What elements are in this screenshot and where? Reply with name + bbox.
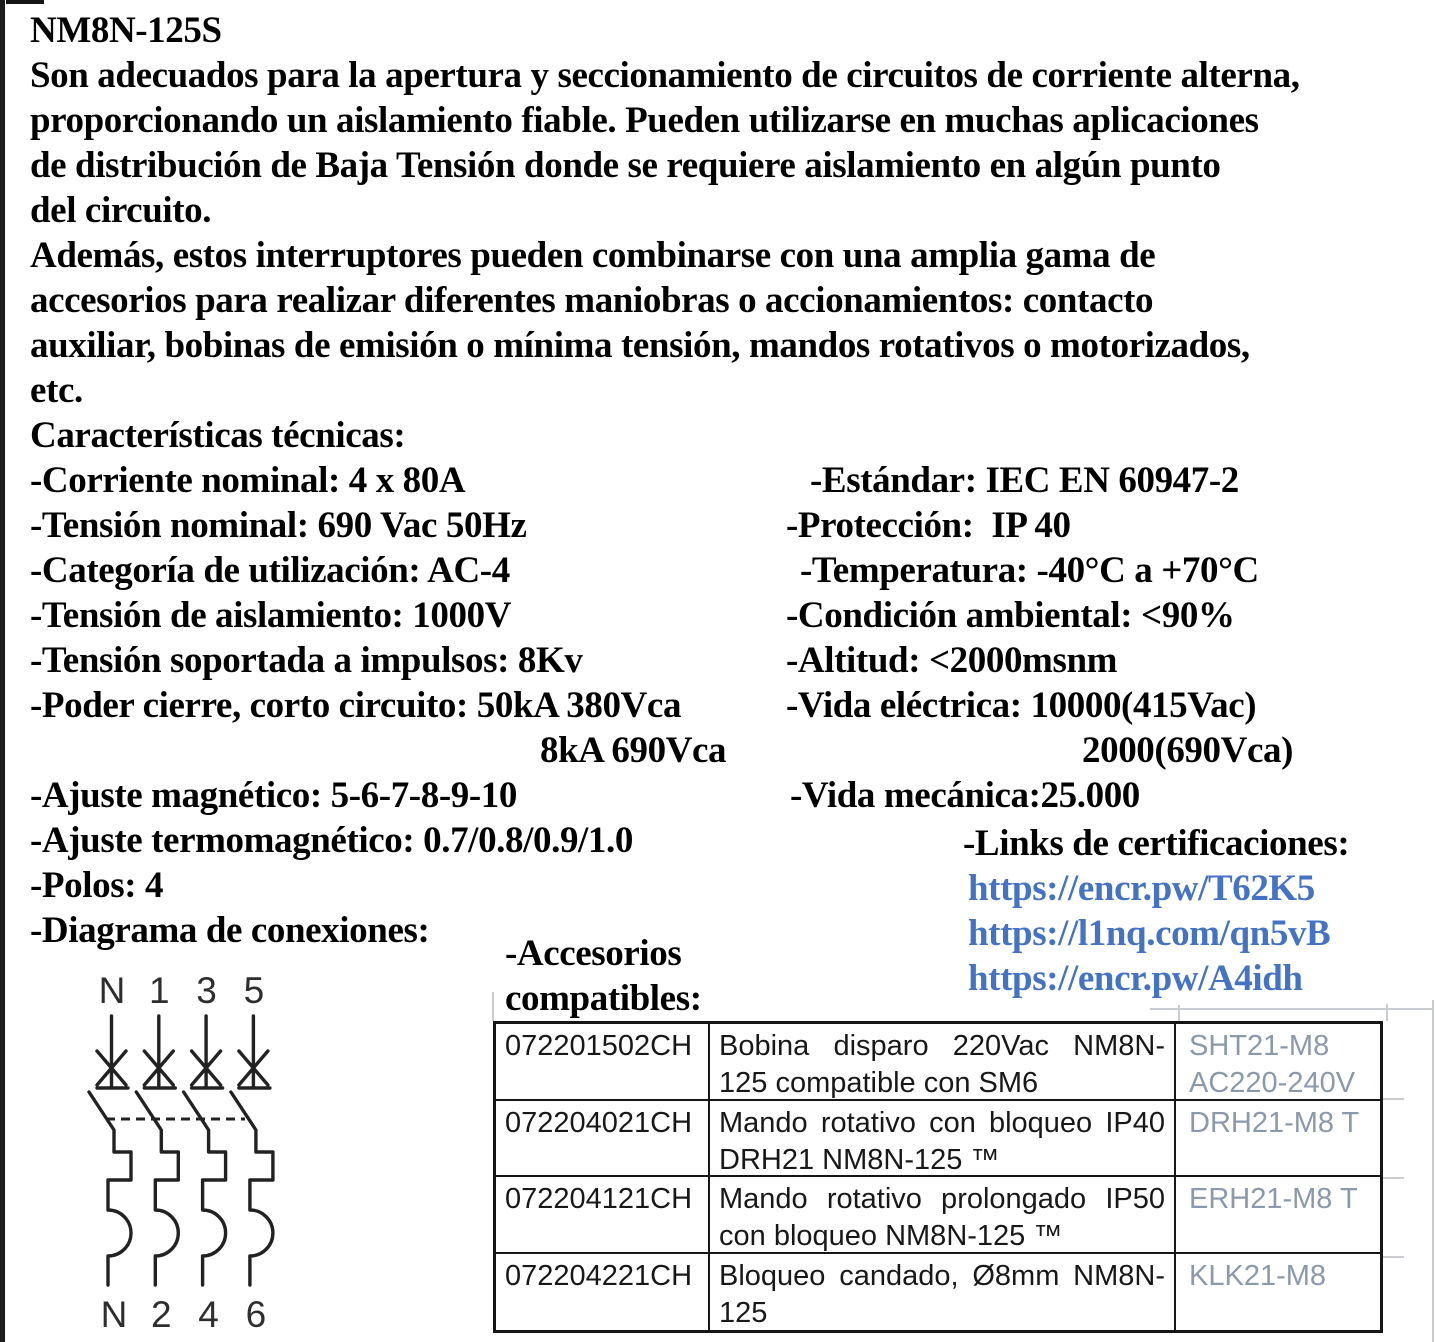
gridline <box>1383 1098 1404 1100</box>
section-heading: Características técnicas: <box>30 415 406 456</box>
terminal-label: 2 <box>151 1294 172 1335</box>
gridline <box>1383 1256 1404 1258</box>
accessory-reference-line1: ERH21-M8 T <box>1189 1183 1358 1215</box>
spec-right-line: -Vida eléctrica: 10000(415Vac) <box>786 685 1257 726</box>
accessory-reference-line1: KLK21-M8 <box>1189 1259 1327 1292</box>
accessory-reference-cell <box>1176 1024 1380 1101</box>
accessory-description-line2: 125 compatible con SM6 <box>719 1067 1039 1099</box>
certification-link[interactable]: https://encr.pw/A4idh <box>968 958 1303 999</box>
accessory-code: 072201502CH <box>505 1030 693 1062</box>
spec-right-line: -Estándar: IEC EN 60947-2 <box>810 460 1239 501</box>
accessories-table <box>493 1021 1383 1333</box>
intro-line: accesorios para realizar diferentes maniobras o accionamientos: contacto <box>30 280 1154 321</box>
accessory-description-cell <box>710 1177 1176 1254</box>
page-title: NM8N-125S <box>30 10 222 51</box>
accessory-description-line2: con bloqueo NM8N-125 ™ <box>719 1220 1063 1252</box>
spec-left-line: -Diagrama de conexiones: <box>30 910 430 951</box>
breaker-pole-symbol <box>136 1016 178 1285</box>
terminal-label: 6 <box>245 1294 267 1335</box>
spec-left-line: -Ajuste magnético: 5-6-7-8-9-10 <box>30 775 517 816</box>
terminal-label: 1 <box>149 970 170 1011</box>
accessory-reference-line2: AC220-240V <box>1189 1067 1356 1099</box>
spec-left-line: -Corriente nominal: 4 x 80A <box>30 460 466 501</box>
intro-line: proporcionando un aislamiento fiable. Pueden utilizarse en muchas aplicaciones <box>30 100 1259 141</box>
intro-line: Además, estos interruptores pueden combinarse con una amplia gama de <box>30 235 1156 276</box>
spec-right-line: -Protección: IP 40 <box>786 505 1071 546</box>
gridline <box>1432 1000 1434 1342</box>
accessory-description-cell <box>710 1024 1176 1101</box>
terminal-label: 4 <box>198 1294 219 1335</box>
accessory-description-cell <box>710 1101 1176 1178</box>
accessory-code: 072204221CH <box>505 1259 693 1292</box>
accessory-code: 072204121CH <box>505 1183 693 1215</box>
accessory-description-line1: Bloqueo candado, Ø8mm NM8N- <box>719 1259 1165 1292</box>
accessory-reference-cell <box>1176 1254 1380 1331</box>
intro-line: etc. <box>30 370 83 411</box>
accessories-heading-line1: -Accesorios <box>505 933 682 974</box>
breaker-pole-symbol <box>184 1016 226 1285</box>
accessory-description-line1: Mando rotativo prolongado IP50 <box>719 1183 1165 1215</box>
certification-link[interactable]: https://l1nq.com/qn5vB <box>968 913 1331 954</box>
breaker-pole-symbol <box>231 1016 273 1285</box>
accessory-description-line2: DRH21 NM8N-125 ™ <box>719 1143 1000 1176</box>
accessory-description-line1: Mando rotativo con bloqueo IP40 <box>719 1106 1165 1139</box>
breaker-pole-symbol <box>89 1016 131 1285</box>
spec-left-line: -Polos: 4 <box>30 865 164 906</box>
gridline <box>1150 1008 1433 1010</box>
accessory-code: 072204021CH <box>505 1106 693 1139</box>
spec-right-line: -Altitud: <2000msnm <box>786 640 1118 681</box>
spec-right-line: 2000(690Vca) <box>1082 730 1293 771</box>
spec-right-line: -Condición ambiental: <90% <box>786 595 1235 636</box>
certification-link[interactable]: https://encr.pw/T62K5 <box>968 868 1315 909</box>
scan-edge-artifact-top <box>6 0 44 4</box>
spec-left-line: -Ajuste termomagnético: 0.7/0.8/0.9/1.0 <box>30 820 633 861</box>
accessories-heading-line2: compatibles: <box>505 978 702 1019</box>
intro-line: auxiliar, bobinas de emisión o mínima tensión, mandos rotativos o motorizados, <box>30 325 1250 366</box>
intro-line: Son adecuados para la apertura y seccionamiento de circuitos de corriente alterna, <box>30 55 1300 96</box>
accessory-code-cell <box>496 1254 710 1331</box>
accessory-description-line2: 125 <box>719 1296 768 1329</box>
gridline <box>1386 1004 1388 1021</box>
accessory-reference-cell <box>1176 1101 1380 1178</box>
accessory-code-cell <box>496 1024 710 1101</box>
intro-line: de distribución de Baja Tensión donde se requiere aislamiento en algún punto <box>30 145 1221 186</box>
spec-left-line: -Tensión soportada a impulsos: 8Kv <box>30 640 583 681</box>
spec-right-line: -Temperatura: -40°C a +70°C <box>800 550 1259 591</box>
accessory-description-cell <box>710 1254 1176 1331</box>
spec-right-line: -Vida mecánica:25.000 <box>790 775 1140 816</box>
gridline <box>492 992 494 1021</box>
spec-left-line: -Categoría de utilización: AC-4 <box>30 550 510 591</box>
spec-left-line: -Poder cierre, corto circuito: 50kA 380Vca <box>30 685 682 726</box>
terminal-label: N <box>100 1294 128 1335</box>
accessory-reference-line1: SHT21-M8 <box>1189 1030 1330 1062</box>
terminal-label: N <box>98 970 126 1011</box>
accessory-reference-cell <box>1176 1177 1380 1254</box>
spec-left-line: -Tensión nominal: 690 Vac 50Hz <box>30 505 527 546</box>
terminal-label: 5 <box>243 970 265 1011</box>
accessory-description-line1: Bobina disparo 220Vac NM8N- <box>719 1030 1165 1062</box>
accessory-code-cell <box>496 1101 710 1178</box>
spec-left-line: 8kA 690Vca <box>540 730 727 771</box>
terminal-label: 3 <box>196 970 217 1011</box>
accessory-code-cell <box>496 1177 710 1254</box>
gridline <box>1383 1177 1404 1179</box>
spec-left-line: -Tensión de aislamiento: 1000V <box>30 595 512 636</box>
links-heading: -Links de certificaciones: <box>963 823 1350 864</box>
accessory-reference-line1: DRH21-M8 T <box>1189 1106 1360 1139</box>
intro-line: del circuito. <box>30 190 212 231</box>
connection-diagram <box>0 950 330 1342</box>
